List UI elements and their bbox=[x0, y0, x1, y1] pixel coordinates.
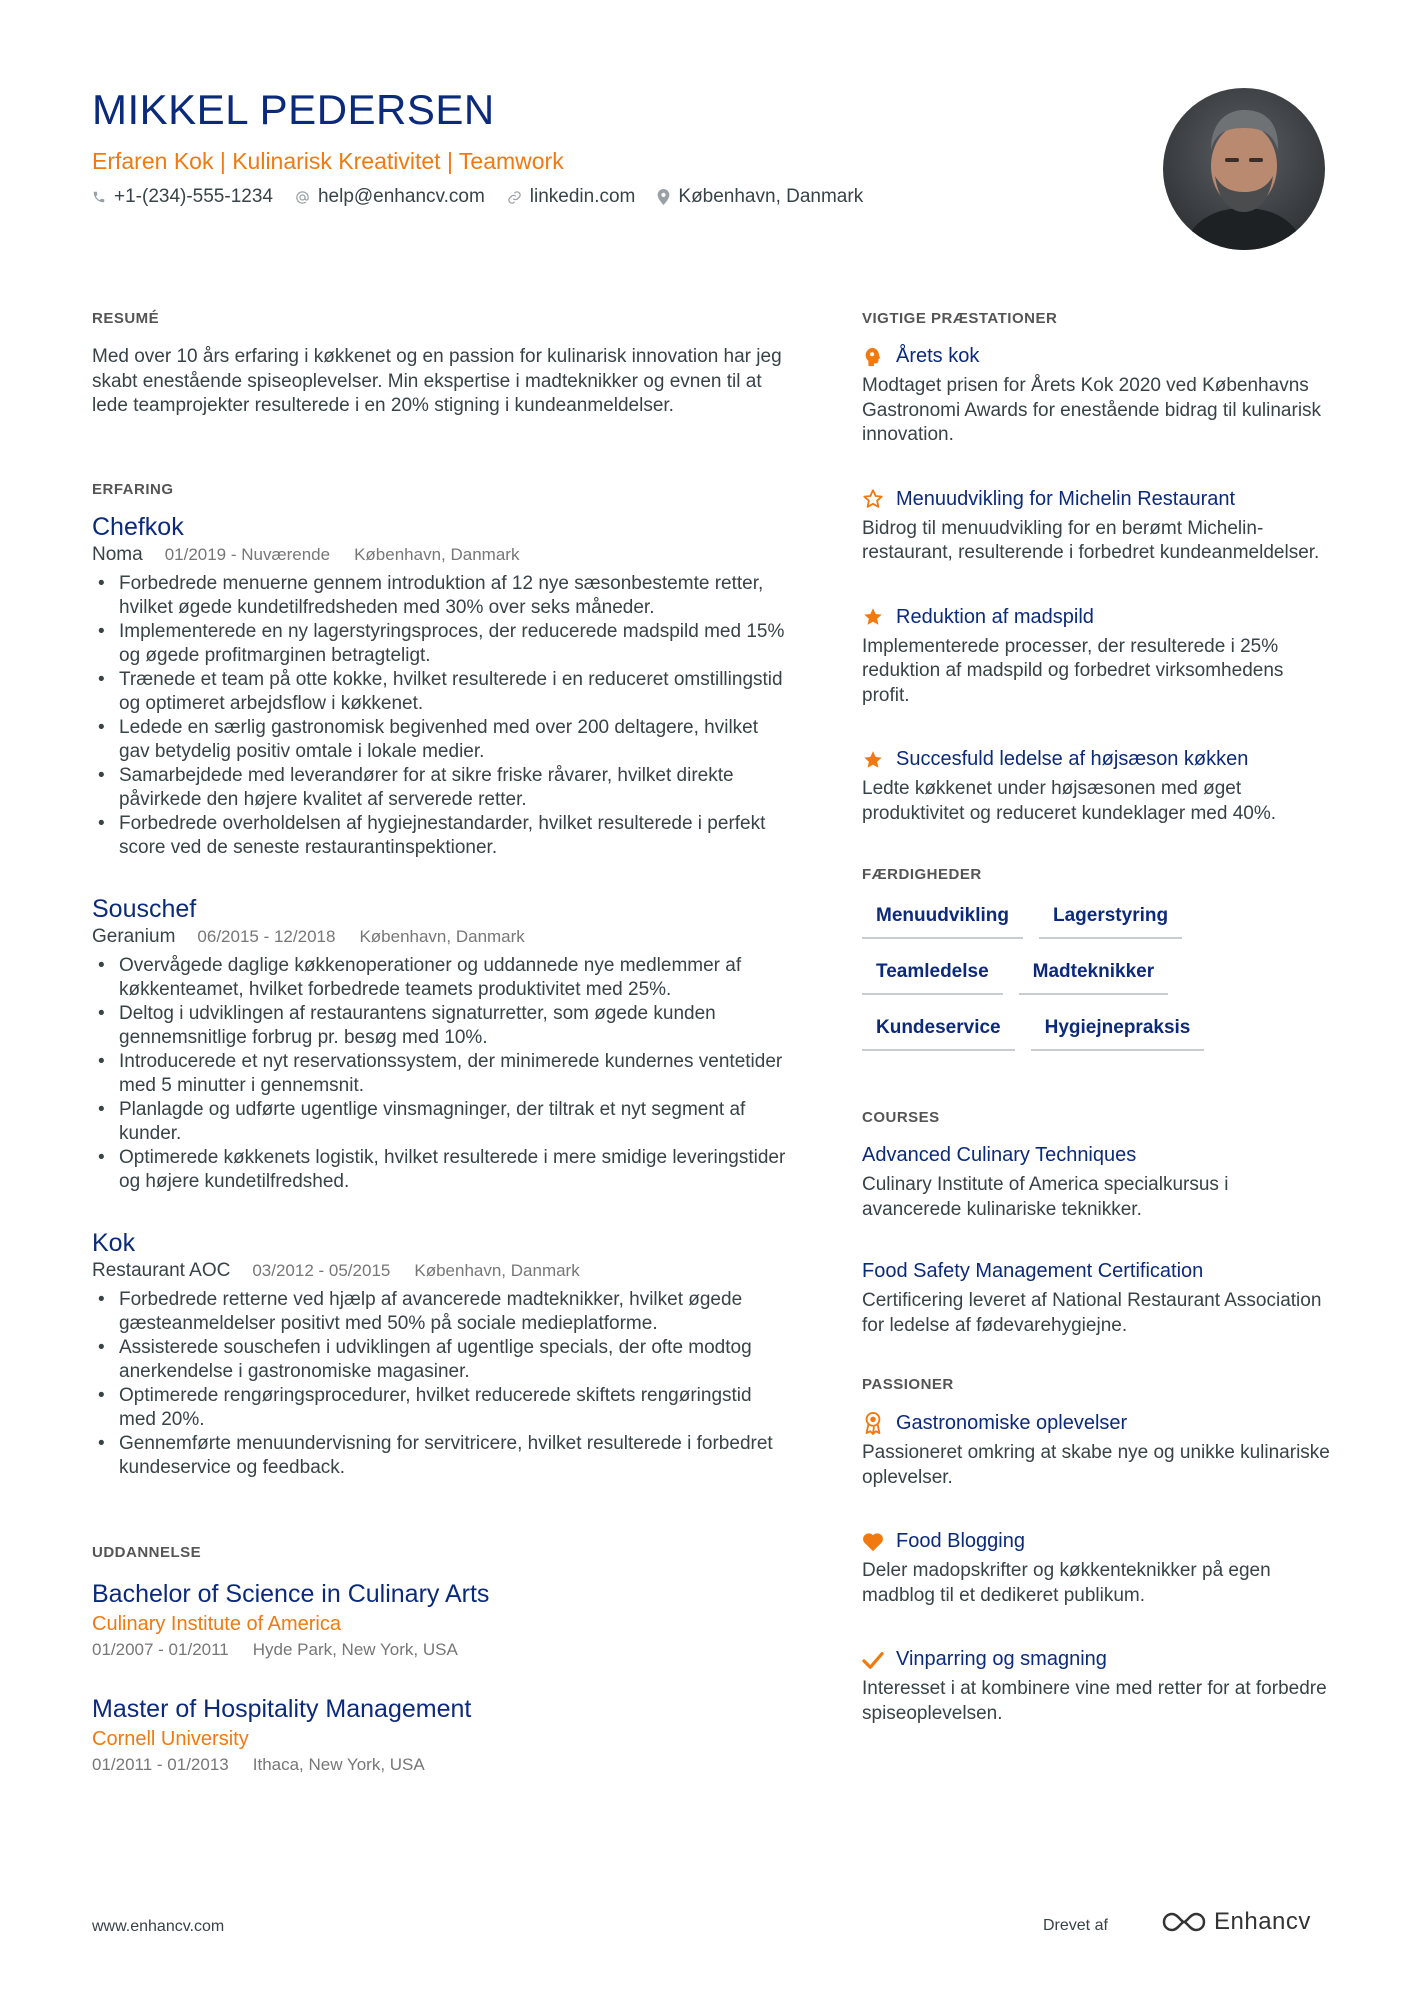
summary-section bbox=[92, 310, 792, 419]
education-location: Ithaca, New York, USA bbox=[252, 1754, 425, 1774]
skill-tag: Hygiejnepraksis bbox=[1031, 1013, 1205, 1051]
contact-location bbox=[657, 186, 863, 208]
job-bullet: • Introducerede et nyt reservationssystem, der minimerede kundernes ventetider med 5 minutter i gennemsnit. bbox=[92, 1050, 792, 1098]
job-dates: 06/2015 - 12/2018 bbox=[197, 926, 336, 946]
job-dates: 03/2012 - 05/2015 bbox=[252, 1260, 391, 1280]
link-icon bbox=[507, 190, 522, 205]
passions-heading: PASSIONER bbox=[862, 1376, 954, 1393]
contact-linkedin[interactable] bbox=[507, 186, 636, 208]
passions-section bbox=[862, 1376, 1332, 1726]
education-heading: UDDANNELSE bbox=[92, 1543, 202, 1561]
passion-description: Passioneret omkring at skabe nye og unikke kulinariske oplevelser. bbox=[862, 1442, 1330, 1488]
education-meta bbox=[92, 1640, 792, 1660]
brain-icon bbox=[862, 346, 884, 368]
education-degree: Master of Hospitality Management bbox=[92, 1694, 472, 1723]
job-bullet: • Overvågede daglige køkkenoperationer og uddannede nye medlemmer af køkkenteamet, hvilket forbedrede teamets produktivitet med 25%. bbox=[92, 954, 792, 1002]
location-text: København, Danmark bbox=[678, 186, 864, 207]
achievement-title: Reduktion af madspild bbox=[896, 605, 1094, 628]
profile-photo-illustration bbox=[1163, 88, 1325, 250]
achievement-item bbox=[862, 345, 1332, 448]
achievements-section bbox=[862, 310, 1332, 826]
star-outline-icon bbox=[862, 488, 884, 510]
candidate-name: MIKKEL PEDERSEN bbox=[92, 86, 495, 133]
passion-header bbox=[862, 1530, 1332, 1553]
contact-phone[interactable] bbox=[92, 186, 273, 208]
course-title: Food Safety Management Certification bbox=[862, 1260, 1204, 1282]
achievement-item bbox=[862, 488, 1332, 566]
passion-item bbox=[862, 1411, 1332, 1490]
job-company: Noma bbox=[92, 543, 143, 565]
achievement-description: Bidrog til menuudvikling for en berømt Michelin-restaurant, resulterende i forbedret kundeanmeldelser. bbox=[862, 517, 1320, 563]
job-title: Kok bbox=[92, 1228, 136, 1257]
job-entry bbox=[92, 1228, 792, 1480]
achievement-item bbox=[862, 606, 1332, 709]
star-filled-icon bbox=[862, 749, 884, 771]
education-section bbox=[92, 1544, 792, 1775]
footer-powered-by: Drevet af bbox=[1043, 1917, 1108, 1934]
job-location: København, Danmark bbox=[359, 926, 525, 946]
achievement-description: Ledte køkkenet under højsæsonen med øget produktivitet og reduceret kundeklager med 40%. bbox=[862, 778, 1277, 824]
job-bullet: • Ledede en særlig gastronomisk begivenhed med over 200 deltagere, hvilket gav betydelig positiv omtale i lokale medier. bbox=[92, 716, 792, 764]
passion-header bbox=[862, 1648, 1332, 1671]
achievement-header bbox=[862, 345, 1332, 368]
passion-item bbox=[862, 1530, 1332, 1608]
passion-title: Gastronomiske oplevelser bbox=[896, 1411, 1128, 1434]
skills-section bbox=[862, 866, 1332, 1069]
email-text: help@enhancv.com bbox=[317, 186, 485, 207]
summary-text: Med over 10 års erfaring i køkkenet og en passion for kulinarisk innovation har jeg skabt enestående spiseoplevelser. Min ekspertise i madteknikker og evnen til at lede teamprojekter resulterede i en 20% stigning i kundeanmeldelser. bbox=[92, 346, 782, 416]
achievement-header bbox=[862, 488, 1332, 511]
job-title: Chefkok bbox=[92, 512, 184, 541]
achievement-header bbox=[862, 748, 1332, 771]
skill-tag: Kundeservice bbox=[862, 1013, 1015, 1051]
enhancv-logo[interactable] bbox=[1160, 1908, 1311, 1936]
job-title: Souschef bbox=[92, 894, 197, 923]
summary-heading: RESUMÉ bbox=[92, 310, 160, 327]
job-dates: 01/2019 - Nuværende bbox=[164, 544, 331, 564]
job-bullet: • Forbedrede retterne ved hjælp af avancerede madteknikker, hvilket øgede gæsteanmeldelser positivt med 50% på sociale medieplatforme. bbox=[92, 1288, 792, 1336]
achievement-title: Succesfuld ledelse af højsæson køkken bbox=[896, 748, 1249, 770]
job-bullets bbox=[92, 954, 792, 1194]
skill-tag: Lagerstyring bbox=[1039, 901, 1182, 939]
education-degree: Bachelor of Science in Culinary Arts bbox=[92, 1579, 490, 1608]
experience-section bbox=[92, 481, 792, 1480]
job-bullets bbox=[92, 572, 792, 860]
award-ribbon-icon bbox=[862, 1411, 884, 1435]
courses-section bbox=[862, 1109, 1332, 1338]
contact-bar bbox=[92, 186, 885, 208]
linkedin-text: linkedin.com bbox=[529, 186, 636, 207]
job-bullet: • Optimerede rengøringsprocedurer, hvilket reducerede skiftets rengøringstid med 20%. bbox=[92, 1384, 792, 1432]
course-item bbox=[862, 1260, 1332, 1338]
skill-tag: Menuudvikling bbox=[862, 901, 1023, 939]
course-title: Advanced Culinary Techniques bbox=[862, 1144, 1137, 1166]
achievement-item bbox=[862, 748, 1332, 826]
job-bullet: • Assisterede souschefen i udviklingen af ugentlige specials, der ofte modtog anerkendelse i gastronomiske magasiner. bbox=[92, 1336, 792, 1384]
star-filled-icon bbox=[862, 606, 884, 628]
courses-heading: COURSES bbox=[862, 1109, 940, 1126]
education-dates: 01/2011 - 01/2013 bbox=[92, 1754, 229, 1774]
education-location: Hyde Park, New York, USA bbox=[252, 1639, 458, 1659]
job-bullet: • Optimerede køkkenets logistik, hvilket resulterede i mere smidige leveringstider og højere kundetilfredshed. bbox=[92, 1146, 792, 1194]
skills-heading: FÆRDIGHEDER bbox=[862, 866, 982, 883]
enhancv-logo-text: Enhancv bbox=[1214, 1908, 1311, 1935]
enhancv-logo-icon bbox=[1160, 1909, 1208, 1935]
skills-list bbox=[862, 901, 1282, 1069]
education-meta bbox=[92, 1755, 792, 1775]
education-entry bbox=[92, 1579, 792, 1660]
profile-photo bbox=[1163, 88, 1325, 250]
job-bullet: • Planlagde og udførte ugentlige vinsmagninger, der tiltrak et nyt segment af kunder. bbox=[92, 1098, 792, 1146]
achievement-title: Årets kok bbox=[896, 345, 980, 367]
right-column bbox=[862, 310, 1332, 1766]
skill-tag: Teamledelse bbox=[862, 957, 1003, 995]
job-bullet: • Implementerede en ny lagerstyringsproces, der reducerede madspild med 15% og øgede profitmarginen betragteligt. bbox=[92, 620, 792, 668]
candidate-tagline: Erfaren Kok | Kulinarisk Kreativitet | Teamwork bbox=[92, 148, 564, 174]
achievement-description: Implementerede processer, der resulterede i 25% reduktion af madspild og forbedret virksomhedens profit. bbox=[862, 635, 1284, 706]
job-bullets bbox=[92, 1288, 792, 1480]
heart-icon bbox=[862, 1532, 884, 1552]
job-meta bbox=[92, 1260, 792, 1282]
passion-title: Vinparring og smagning bbox=[896, 1648, 1107, 1670]
achievement-header bbox=[862, 606, 1332, 629]
job-bullet: • Samarbejdede med leverandører for at sikre friske råvarer, hvilket direkte påvirkede den højere kvalitet af serverede retter. bbox=[92, 764, 792, 812]
phone-text: +1-(234)-555-1234 bbox=[114, 186, 273, 207]
achievement-title: Menuudvikling for Michelin Restaurant bbox=[896, 487, 1236, 510]
passion-item bbox=[862, 1648, 1332, 1726]
skill-tag: Madteknikker bbox=[1019, 957, 1168, 995]
job-meta bbox=[92, 544, 792, 566]
job-entry bbox=[92, 894, 792, 1194]
course-item bbox=[862, 1144, 1332, 1222]
job-bullet: • Trænede et team på otte kokke, hvilket resulterede i en reduceret omstillingstid og optimeret arbejdsflow i køkkenet. bbox=[92, 668, 792, 716]
job-bullet: • Forbedrede menuerne gennem introduktion af 12 nye sæsonbestemte retter, hvilket øgede kundetilfredsheden med 30% over seks måneder. bbox=[92, 572, 792, 620]
achievements-heading: VIGTIGE PRÆSTATIONER bbox=[862, 310, 1058, 327]
left-column bbox=[92, 310, 792, 1801]
education-school: Cornell University bbox=[92, 1727, 249, 1750]
education-entry bbox=[92, 1694, 792, 1775]
job-company: Geranium bbox=[92, 925, 176, 947]
job-bullet: • Forbedrede overholdelsen af hygiejnestandarder, hvilket resulterede i perfekt score ved de seneste restaurantinspektioner. bbox=[92, 812, 792, 860]
job-entry bbox=[92, 512, 792, 860]
education-school: Culinary Institute of America bbox=[92, 1612, 341, 1635]
job-bullet: • Gennemførte menuundervisning for servitricere, hvilket resulterede i forbedret kundeservice og feedback. bbox=[92, 1432, 792, 1480]
passion-description: Interesset i at kombinere vine med retter for at forbedre spiseoplevelsen. bbox=[862, 1678, 1327, 1724]
passion-header bbox=[862, 1411, 1332, 1435]
achievement-description: Modtaget prisen for Årets Kok 2020 ved Københavns Gastronomi Awards for enestående bidrag til kulinarisk innovation. bbox=[862, 375, 1322, 445]
job-meta bbox=[92, 926, 792, 948]
education-dates: 01/2007 - 01/2011 bbox=[92, 1639, 229, 1659]
passion-title: Food Blogging bbox=[896, 1530, 1025, 1552]
job-bullet: • Deltog i udviklingen af restaurantens signaturretter, som øgede kunden gennemsnitlige forbrug pr. besøg med 10%. bbox=[92, 1002, 792, 1050]
job-location: København, Danmark bbox=[354, 544, 520, 564]
course-description: Certificering leveret af National Restaurant Association for ledelse af fødevarehygiejne. bbox=[862, 1290, 1322, 1336]
location-pin-icon bbox=[657, 189, 670, 205]
contact-email[interactable] bbox=[295, 186, 485, 208]
course-description: Culinary Institute of America specialkursus i avancerede kulinariske teknikker. bbox=[862, 1174, 1229, 1220]
at-icon bbox=[295, 190, 310, 205]
job-location: København, Danmark bbox=[414, 1260, 580, 1280]
passion-description: Deler madopskrifter og køkkenteknikker på egen madblog til et dedikeret publikum. bbox=[862, 1560, 1271, 1606]
phone-icon bbox=[92, 190, 106, 204]
footer-website[interactable]: www.enhancv.com bbox=[92, 1918, 225, 1935]
check-icon bbox=[862, 1650, 884, 1670]
job-company: Restaurant AOC bbox=[92, 1259, 231, 1281]
experience-heading: ERFARING bbox=[92, 480, 174, 498]
